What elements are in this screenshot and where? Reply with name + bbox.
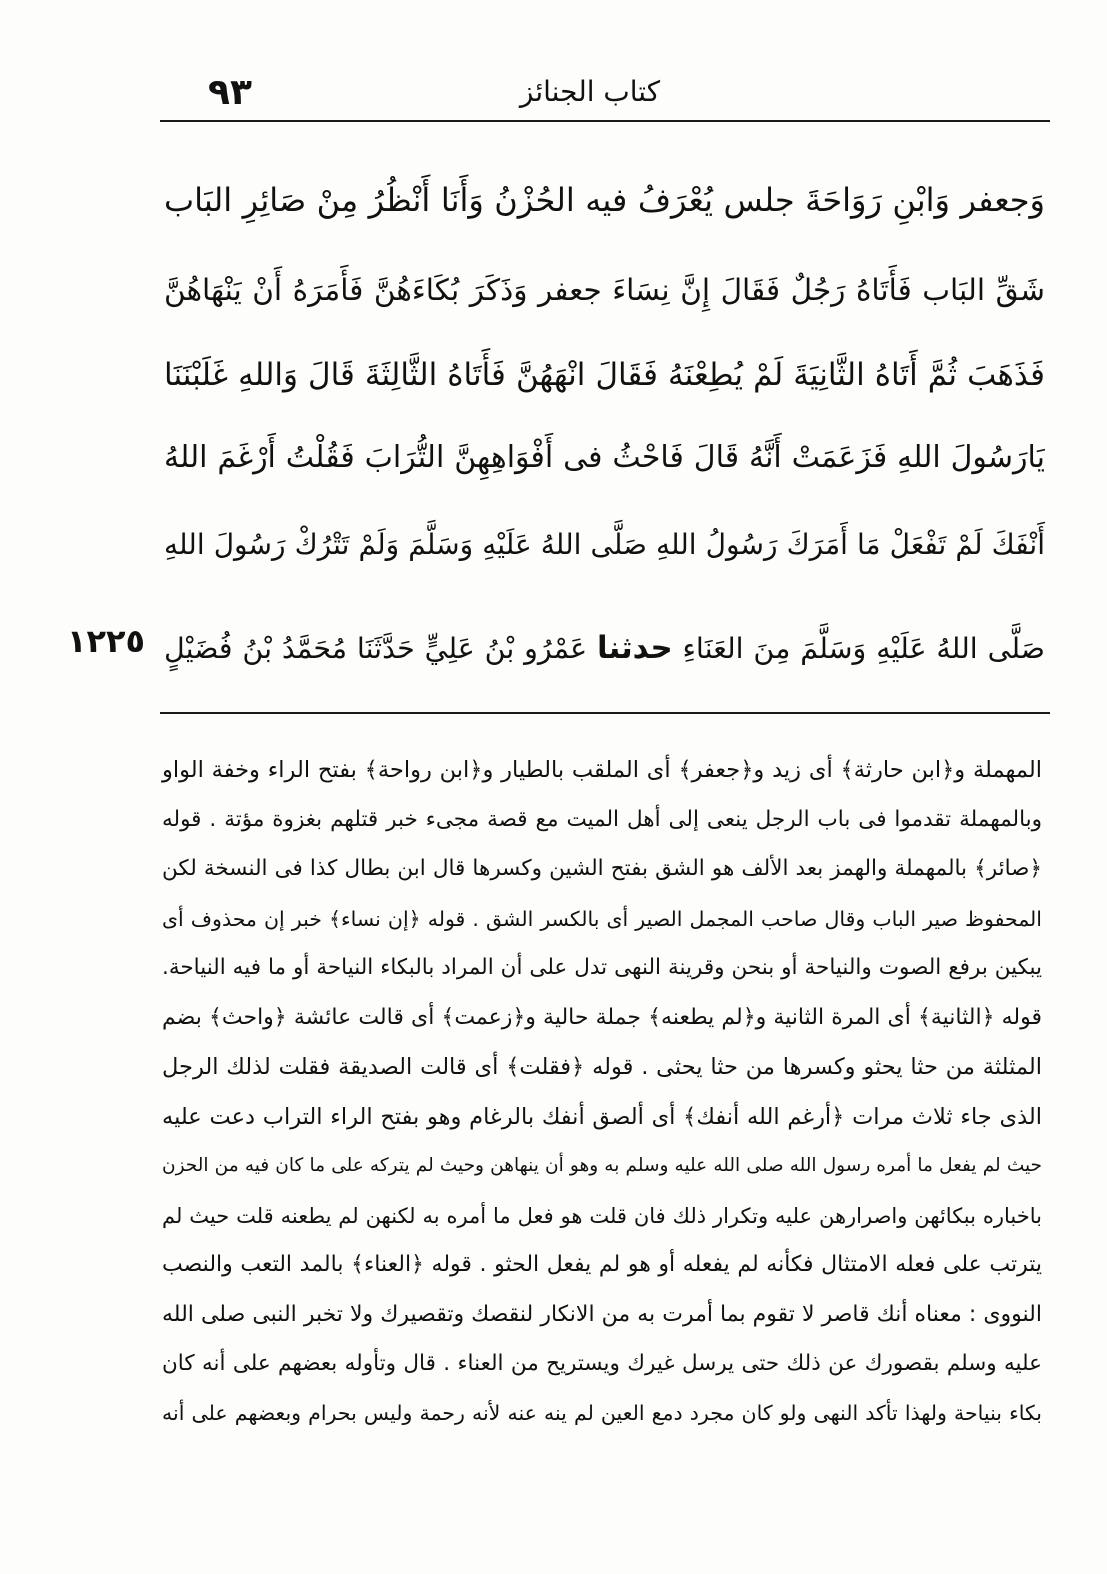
commentary-line bbox=[160, 897, 1042, 941]
hadith-number: ١٢٢٥ bbox=[66, 622, 146, 660]
commentary-line bbox=[160, 996, 1042, 1040]
commentary-line bbox=[160, 1243, 1042, 1287]
commentary-line-content: الذى جاء ثلاث مرات ﴿أرغم الله أنفك﴾ أى ألصق أنفك بالرغام وهو بفتح الراء التراب دعت عليه bbox=[162, 1104, 1042, 1130]
hadith-text-line bbox=[162, 418, 1045, 498]
section-divider bbox=[160, 712, 1050, 714]
commentary-line-content: بكاء بنياحة ولهذا تأكد النهى ولو كان مجرد دمع العين لم ينه عنه لأنه رحمة وليس بحرام وبعضهم على أنه bbox=[162, 1401, 1042, 1425]
commentary-line-content: النووى : معناه أنك قاصر لا تقوم بما أمرت به من الانكار لنقصك وتقصيرك ولا تخبر النبى صلى الله bbox=[162, 1302, 1042, 1327]
commentary-line-content: المثلثة من حثا يحثو وكسرها من حثا يحثى . قوله ﴿فقلت﴾ أى قالت الصديقة فقلت لذلك الرجل bbox=[162, 1054, 1042, 1080]
hadith-text-line bbox=[162, 505, 1045, 585]
header-rule bbox=[160, 120, 1050, 122]
commentary-line-content: يترتب على فعله الامتثال فكأنه لم يفعله أو هو لم يفعل الحثو . قوله ﴿العناء﴾ بالمد التعب والنصب bbox=[162, 1252, 1042, 1277]
hadith-text-line-content: أَنْفَكَ لَمْ تَفْعَلْ مَا أَمَرَكَ رَسُولُ اللهِ صَلَّى اللهُ عَلَيْهِ وَسَلَّمَ وَلَمْ تَتْرُكْ رَسُولَ اللهِ bbox=[164, 528, 1045, 561]
commentary-line bbox=[160, 748, 1042, 792]
commentary-line-content: باخباره ببكائهن واصرارهن عليه وتكرار ذلك فان قلت هو فعل ما أمره به لكنهن لم يطعنه قلت حيث لم bbox=[162, 1204, 1042, 1228]
commentary-line bbox=[160, 1293, 1042, 1337]
commentary-line bbox=[160, 847, 1042, 891]
hadith-text-segment: صَلَّى اللهُ عَلَيْهِ وَسَلَّمَ مِنَ العَنَاءِ bbox=[682, 632, 1045, 665]
hadith-text-line bbox=[162, 335, 1045, 415]
commentary-line-content: حيث لم يفعل ما أمره رسول الله صلى الله عليه وسلم به وهو أن ينهاهن وحيث لم يتركه على ما كان فيه من الحزن bbox=[162, 1155, 1042, 1176]
commentary-line bbox=[160, 798, 1042, 842]
hadith-text-line bbox=[162, 250, 1045, 330]
commentary-line-content: ﴿صائر﴾ بالمهملة والهمز بعد الألف هو الشق بفتح الشين وكسرها قال ابن بطال كذا فى النسخة لكن bbox=[162, 856, 1042, 881]
commentary-line-content: المحفوظ صير الباب وقال صاحب المجمل الصير أى بالكسر الشق . قوله ﴿إن نساء﴾ خبر إن محذوف أى bbox=[162, 907, 1042, 931]
commentary-line bbox=[160, 1342, 1042, 1386]
hadith-text-line bbox=[162, 160, 1045, 240]
hadith-text-line-content bbox=[164, 608, 1045, 688]
hadith-text-line-content: فَذَهَبَ ثُمَّ أَتَاهُ الثَّانِيَةَ لَمْ يُطِعْنَهُ فَقَالَ انْهَهُنَّ فَأَتَاهُ الثَّالِثَةَ قَالَ وَاللهِ غَلَبْنَنَا bbox=[164, 357, 1045, 393]
commentary-line bbox=[160, 946, 1042, 990]
commentary-line-content: يبكين برفع الصوت والنياحة أو بنحن وقرينة النهى تدل على أن المراد بالبكاء النياحة أو ما فيه النياحة. bbox=[162, 955, 1042, 980]
hadith-text-line-content: شَقِّ البَاب فَأَتَاهُ رَجُلٌ فَقَالَ إِنَّ نِسَاءَ جعفر وَذَكَرَ بُكَاءَهُنَّ فَأَمَرَهُ أَنْ يَنْهَاهُنَّ bbox=[164, 273, 1045, 307]
commentary-line-content: وبالمهملة تقدموا فى باب الرجل ينعى إلى أهل الميت مع قصة مجىء خبر قتلهم بغزوة مؤتة . قوله bbox=[162, 807, 1042, 832]
commentary-line bbox=[160, 1045, 1042, 1089]
commentary-line bbox=[160, 1391, 1042, 1435]
commentary-line bbox=[160, 1194, 1042, 1238]
hadith-text-segment: عَمْرُو بْنُ عَلِيٍّ حَدَّثَنَا مُحَمَّدُ بْنُ فُضَيْلٍ bbox=[164, 632, 588, 665]
hadith-text-line-content: يَارَسُولَ اللهِ فَزَعَمَتْ أَنَّهُ قَالَ فَاحْثُ فى أَفْوَاهِهِنَّ التُّرَابَ فَقُلْتُ أَرْغَمَ اللهُ bbox=[164, 440, 1045, 475]
commentary-line-content: قوله ﴿الثانية﴾ أى المرة الثانية و﴿لم يطعنه﴾ جملة حالية و﴿زعمت﴾ أى قالت عائشة ﴿واحث﴾ بضم bbox=[162, 1005, 1042, 1030]
page-number: ٩٣ bbox=[208, 72, 252, 113]
commentary-line-content: المهملة و﴿ابن حارثة﴾ أى زيد و﴿جعفر﴾ أى الملقب بالطيار و﴿ابن رواحة﴾ بفتح الراء وخفة الواو bbox=[162, 757, 1042, 783]
narration-marker: حدثنا bbox=[597, 630, 673, 666]
hadith-text-line-content: وَجعفر وَابْنِ رَوَاحَةَ جلس يُعْرَفُ فيه الحُزْنُ وَأَنَا أَنْظُرُ مِنْ صَائِرِ البَاب bbox=[164, 181, 1045, 219]
commentary-line bbox=[160, 1095, 1042, 1139]
commentary-line-content: عليه وسلم بقصورك عن ذلك حتى يرسل غيرك ويستريح من العناء . قال وتأوله بعضهم على أنه كان bbox=[162, 1351, 1042, 1376]
hadith-text-line bbox=[162, 608, 1045, 688]
commentary-line bbox=[160, 1144, 1042, 1188]
chapter-title: كتاب الجنائز bbox=[519, 75, 661, 108]
